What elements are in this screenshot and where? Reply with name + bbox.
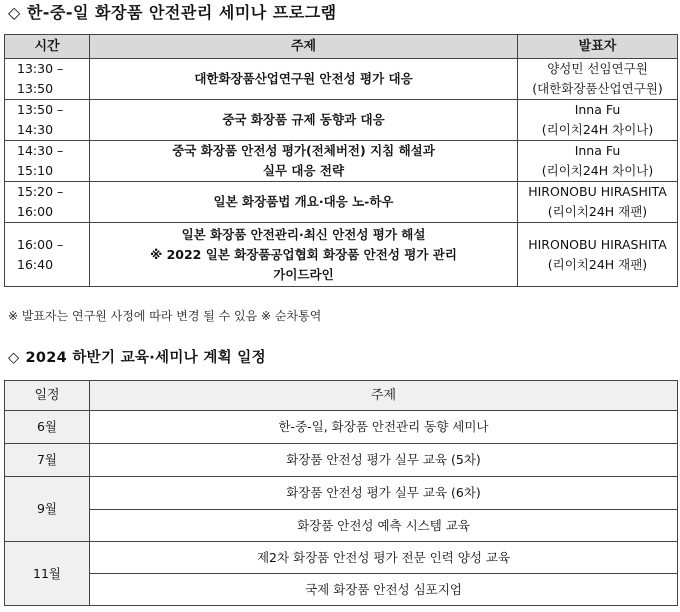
schedule-topic-cell: 화장품 안전성 평가 실무 교육 (6차) bbox=[90, 477, 678, 510]
schedule-title bbox=[8, 346, 266, 367]
schedule-topic-cell: 화장품 안전성 예측 시스템 교육 bbox=[90, 510, 678, 542]
table-row bbox=[5, 574, 678, 606]
month-cell: 9월 bbox=[5, 477, 90, 542]
schedule-header-row bbox=[5, 381, 678, 411]
header-topic: 주제 bbox=[90, 381, 678, 411]
time-cell bbox=[5, 59, 90, 100]
speaker-cell bbox=[518, 141, 678, 182]
speaker-name: Inna Fu bbox=[574, 102, 621, 117]
topic-line: 중국 화장품 안전성 평가(전체버전) 지침 해설과 bbox=[172, 143, 435, 158]
table-row bbox=[5, 477, 678, 510]
program-title-text: 한-중-일 화장품 안전관리 세미나 프로그램 bbox=[26, 3, 337, 22]
speaker-org: (리이치24H 차이나) bbox=[541, 122, 654, 137]
time-start: 13:30 – bbox=[17, 61, 64, 76]
speaker-name: Inna Fu bbox=[574, 143, 621, 158]
schedule-topic-cell: 화장품 안전성 평가 실무 교육 (5차) bbox=[90, 444, 678, 477]
speaker-org: (리이치24H 차이나) bbox=[541, 163, 654, 178]
topic-cell bbox=[90, 182, 518, 223]
topic-cell bbox=[90, 141, 518, 182]
time-start: 14:30 – bbox=[17, 143, 64, 158]
header-time: 시간 bbox=[5, 35, 90, 59]
speaker-cell bbox=[518, 100, 678, 141]
schedule-title-text: 2024 하반기 교육·세미나 계획 일정 bbox=[25, 350, 266, 366]
month-cell: 7월 bbox=[5, 444, 90, 477]
topic-line: 가이드라인 bbox=[273, 266, 334, 282]
time-end: 16:40 bbox=[17, 256, 54, 272]
table-row bbox=[5, 100, 678, 141]
topic-line: 실무 대응 전략 bbox=[262, 163, 345, 178]
schedule-table bbox=[4, 380, 678, 606]
diamond-icon: ◇ bbox=[8, 3, 21, 22]
speaker-name: 양성민 선임연구원 bbox=[547, 61, 648, 76]
program-title bbox=[8, 0, 337, 23]
time-end: 13:50 bbox=[17, 81, 54, 96]
program-table bbox=[4, 34, 678, 287]
time-start: 13:50 – bbox=[17, 102, 64, 117]
header-month: 일정 bbox=[5, 381, 90, 411]
table-row bbox=[5, 542, 678, 574]
time-cell bbox=[5, 100, 90, 141]
month-cell: 6월 bbox=[5, 411, 90, 444]
time-end: 16:00 bbox=[17, 204, 54, 219]
topic-line: 대한화장품산업연구원 안전성 평가 대응 bbox=[194, 71, 413, 86]
time-end: 14:30 bbox=[17, 122, 54, 137]
speaker-org: (리이치24H 재팬) bbox=[547, 204, 648, 219]
topic-cell bbox=[90, 59, 518, 100]
time-cell bbox=[5, 141, 90, 182]
topic-line: 일본 화장품 안전관리·최신 안전성 평가 해설 bbox=[181, 226, 426, 242]
speaker-org: (리이치24H 재팬) bbox=[547, 256, 648, 272]
time-start: 15:20 – bbox=[17, 184, 64, 199]
topic-line: 일본 화장품법 개요·대응 노-하우 bbox=[213, 194, 394, 209]
schedule-topic-cell: 한-중-일, 화장품 안전관리 동향 세미나 bbox=[90, 411, 678, 444]
month-cell: 11월 bbox=[5, 542, 90, 606]
topic-cell bbox=[90, 223, 518, 287]
time-cell bbox=[5, 182, 90, 223]
speaker-org: (대한화장품산업연구원) bbox=[532, 81, 663, 96]
table-row bbox=[5, 59, 678, 100]
speaker-name: HIRONOBU HIRASHITA bbox=[528, 184, 667, 199]
header-topic: 주제 bbox=[90, 35, 518, 59]
speaker-cell bbox=[518, 223, 678, 287]
header-speaker: 발표자 bbox=[518, 35, 678, 59]
program-header-row bbox=[5, 35, 678, 59]
speaker-cell bbox=[518, 182, 678, 223]
topic-cell bbox=[90, 100, 518, 141]
time-cell bbox=[5, 223, 90, 287]
table-row bbox=[5, 223, 678, 287]
schedule-topic-cell: 국제 화장품 안전성 심포지엄 bbox=[90, 574, 678, 606]
diamond-icon: ◇ bbox=[8, 350, 20, 366]
table-row bbox=[5, 182, 678, 223]
speaker-name: HIRONOBU HIRASHITA bbox=[528, 236, 667, 252]
table-row bbox=[5, 141, 678, 182]
time-end: 15:10 bbox=[17, 163, 54, 178]
table-row bbox=[5, 510, 678, 542]
program-note: ※ 발표자는 연구원 사정에 따라 변경 될 수 있음 ※ 순차통역 bbox=[8, 309, 322, 323]
speaker-cell bbox=[518, 59, 678, 100]
topic-line: ※ 2022 일본 화장품공업협회 화장품 안전성 평가 관리 bbox=[150, 246, 457, 262]
topic-line: 중국 화장품 규제 동향과 대응 bbox=[222, 112, 385, 127]
schedule-topic-cell: 제2차 화장품 안전성 평가 전문 인력 양성 교육 bbox=[90, 542, 678, 574]
table-row bbox=[5, 444, 678, 477]
time-start: 16:00 – bbox=[17, 236, 64, 252]
table-row bbox=[5, 411, 678, 444]
